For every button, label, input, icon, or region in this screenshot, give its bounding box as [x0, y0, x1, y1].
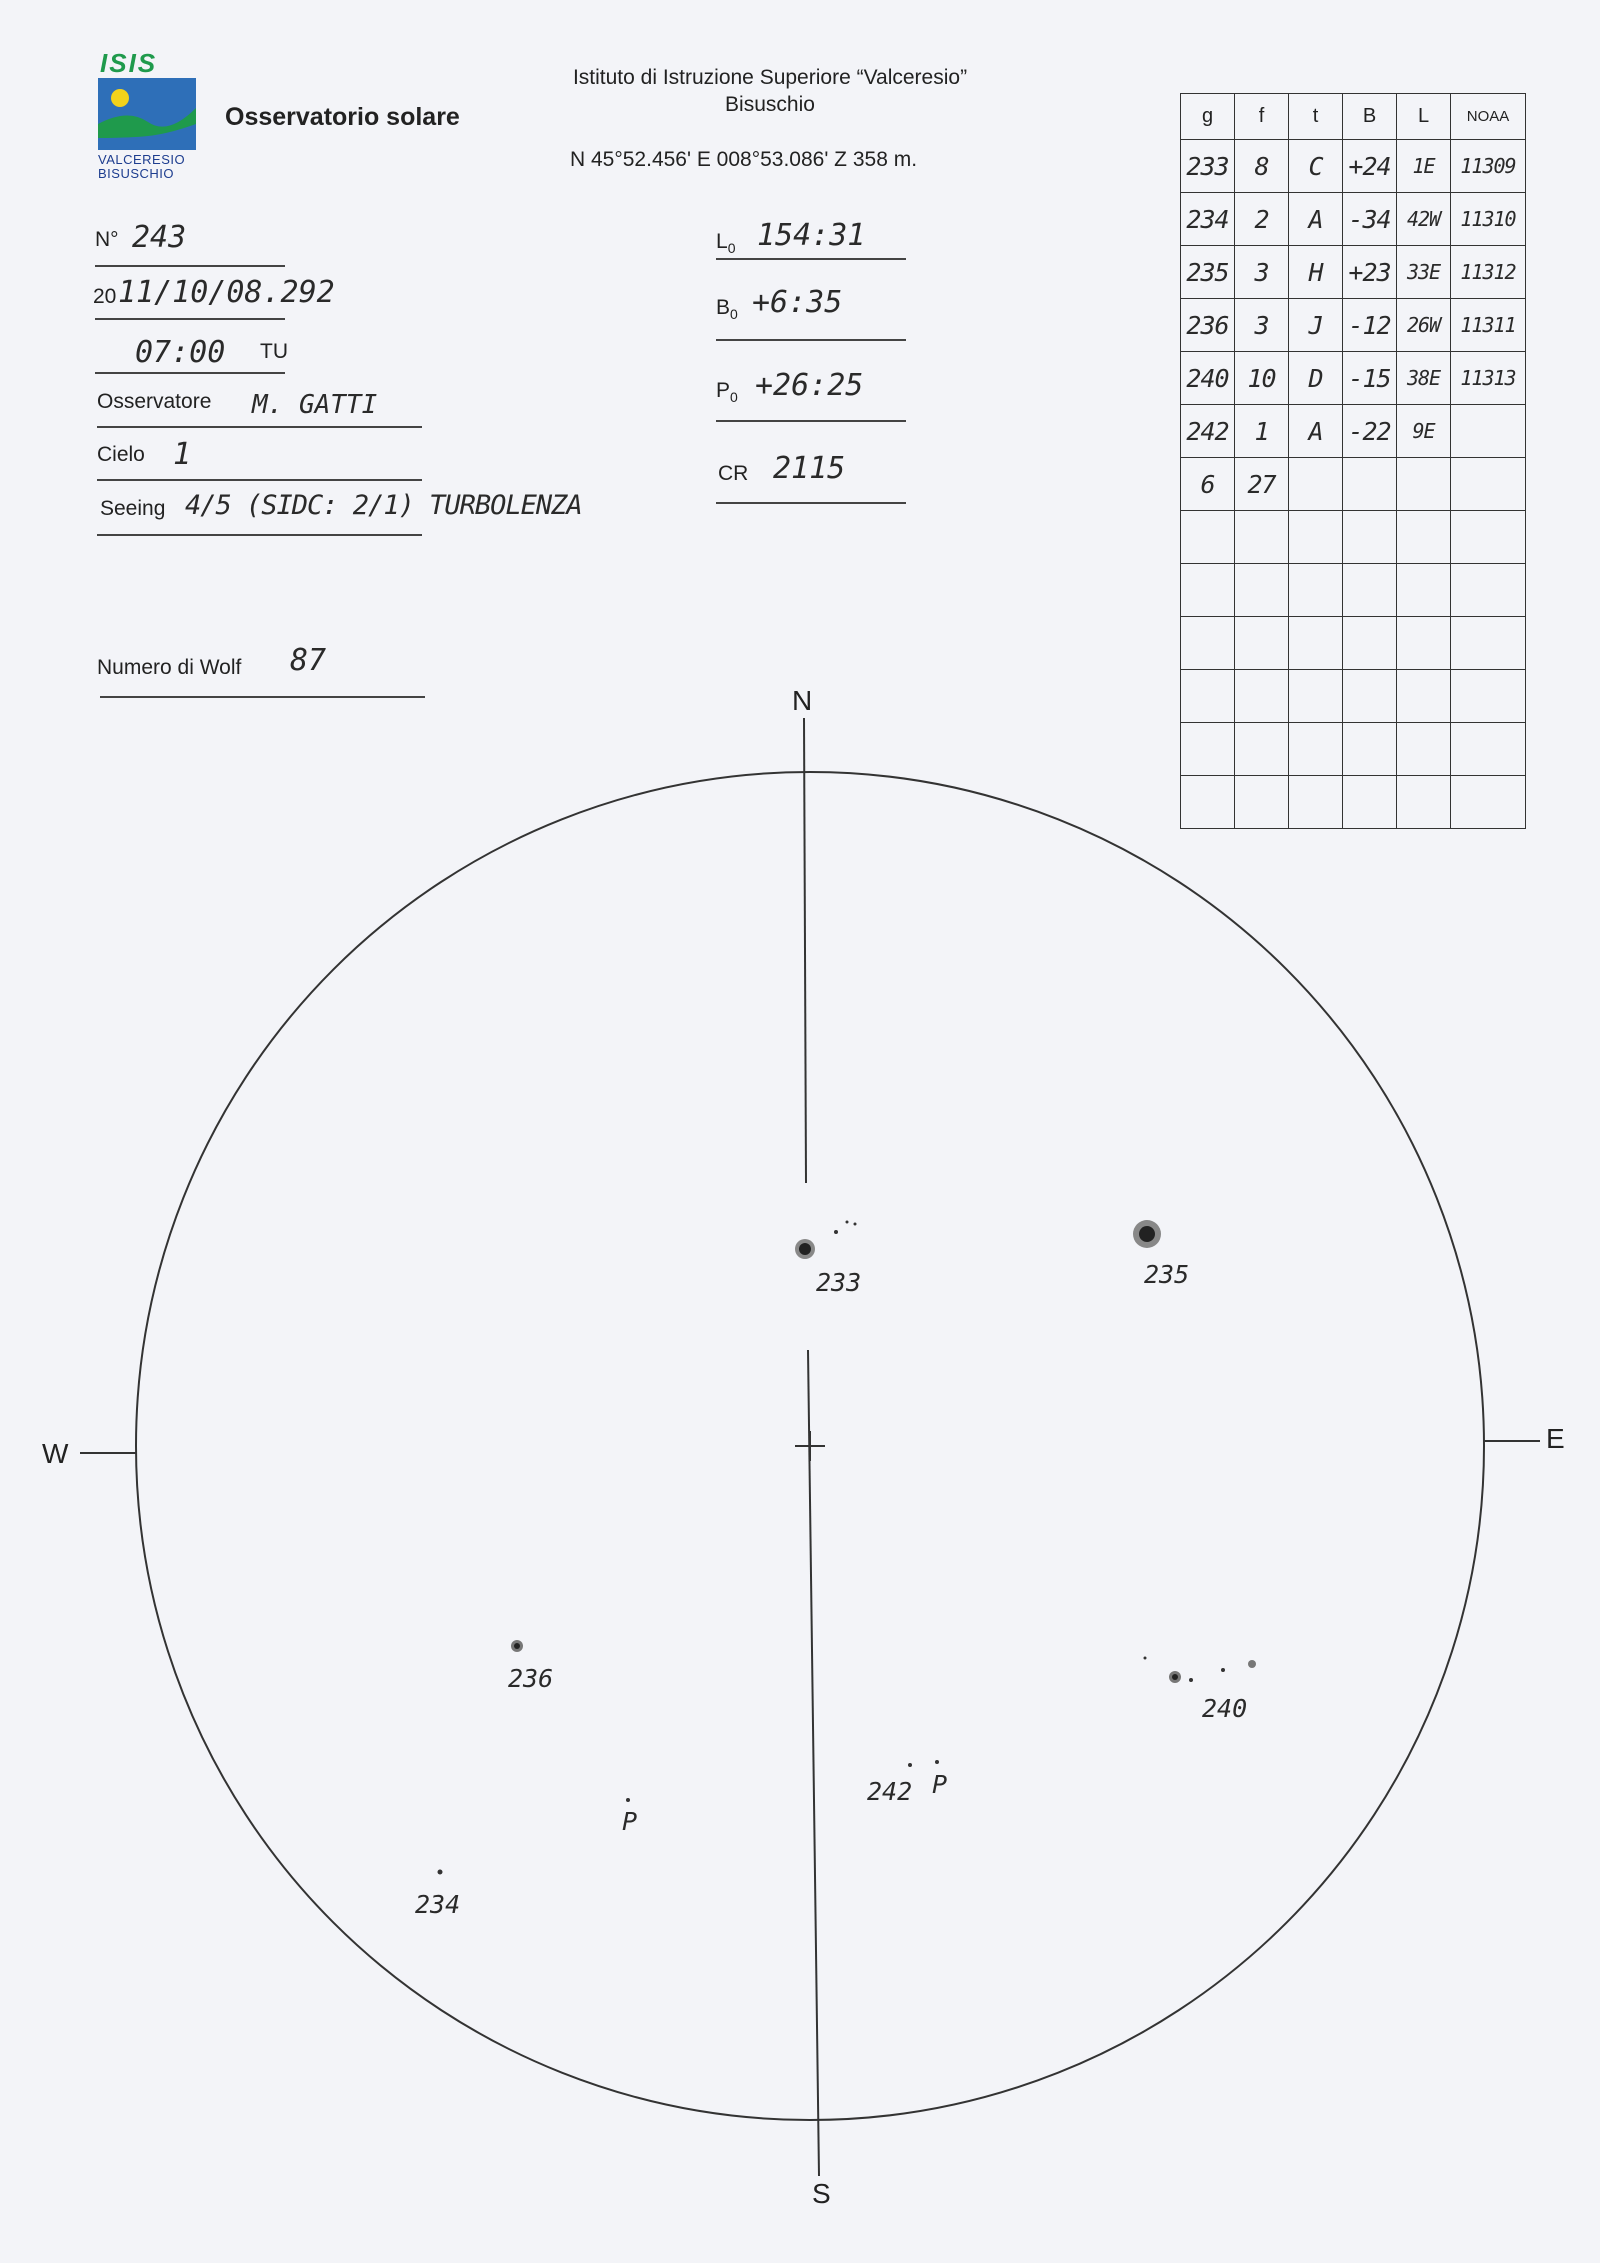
observer-underline — [97, 426, 422, 428]
institute-name: Istituto di Istruzione Superiore “Valceresio” — [572, 66, 968, 89]
cell-noaa — [1451, 776, 1526, 829]
spot-235-penumbra — [1133, 1220, 1161, 1248]
cell-t: A — [1289, 405, 1343, 458]
spot-233-penumbra — [795, 1239, 815, 1259]
cell-b — [1343, 617, 1397, 670]
cell-f — [1235, 670, 1289, 723]
cell-noaa — [1451, 564, 1526, 617]
spot-240-leader-umbra — [1172, 1674, 1178, 1680]
table-row — [1181, 564, 1526, 617]
group-label-p-242: P — [932, 1770, 948, 1799]
seeing-underline — [97, 534, 422, 536]
cr-value: 2115 — [773, 451, 846, 486]
cell-b: -15 — [1343, 352, 1397, 405]
cell-l — [1397, 723, 1451, 776]
logo-wordmark: ISIS — [100, 48, 158, 78]
group-label-242: 242 — [867, 1777, 913, 1806]
cell-noaa — [1451, 670, 1526, 723]
number-value: 243 — [132, 220, 187, 255]
cell-f — [1235, 723, 1289, 776]
date-prefix: 20 — [93, 285, 117, 308]
cell-noaa: 11313 — [1451, 352, 1526, 405]
solar-disk-outline — [136, 772, 1484, 2120]
cell-l: 33E — [1397, 246, 1451, 299]
cell-l — [1397, 458, 1451, 511]
header-b: B — [1343, 94, 1397, 140]
l0-subscript: 0 — [727, 240, 736, 257]
school-logo-icon — [98, 78, 196, 150]
cell-b — [1343, 723, 1397, 776]
spot-242 — [935, 1760, 939, 1764]
cell-noaa: 11310 — [1451, 193, 1526, 246]
cell-l: 1E — [1397, 140, 1451, 193]
cell-f: 3 — [1235, 299, 1289, 352]
table-row — [1181, 670, 1526, 723]
b0-underline — [716, 339, 906, 341]
cell-f: 8 — [1235, 140, 1289, 193]
b0-label — [716, 296, 738, 322]
cell-b: +24 — [1343, 140, 1397, 193]
cell-g — [1181, 511, 1235, 564]
cell-f: 2 — [1235, 193, 1289, 246]
table-row — [1181, 299, 1526, 352]
table-row — [1181, 617, 1526, 670]
p0-label — [716, 379, 738, 405]
cell-noaa — [1451, 405, 1526, 458]
cell-g: 240 — [1181, 352, 1235, 405]
header-f: f — [1235, 94, 1289, 140]
north-label: N — [792, 685, 813, 716]
spot-242 — [908, 1763, 912, 1767]
logo-caption-bisuschio: BISUSCHIO — [98, 166, 175, 181]
page-title: Osservatorio solare — [225, 103, 460, 131]
cell-b: +23 — [1343, 246, 1397, 299]
cell-t — [1289, 776, 1343, 829]
header-g: g — [1181, 94, 1235, 140]
table-row — [1181, 458, 1526, 511]
cell-b — [1343, 458, 1397, 511]
logo-caption-valceresio: VALCERESIO — [98, 152, 186, 167]
table-row — [1181, 140, 1526, 193]
cell-t — [1289, 511, 1343, 564]
spot-236-penumbra — [511, 1640, 523, 1652]
header-noaa: NOAA — [1451, 94, 1526, 140]
observer-value: M. GATTI — [252, 390, 378, 420]
sky-label: Cielo — [97, 443, 145, 466]
cell-b: -34 — [1343, 193, 1397, 246]
cell-g: 233 — [1181, 140, 1235, 193]
group-label-235: 235 — [1144, 1260, 1190, 1289]
table-row — [1181, 352, 1526, 405]
cell-l: 38E — [1397, 352, 1451, 405]
b0-subscript: 0 — [730, 306, 738, 323]
header-l: L — [1397, 94, 1451, 140]
date-underline — [95, 318, 285, 320]
cell-b — [1343, 564, 1397, 617]
table-row — [1181, 246, 1526, 299]
b0-letter: B — [716, 296, 731, 319]
cell-noaa — [1451, 617, 1526, 670]
north-axis — [804, 718, 806, 1183]
spot-233-small — [834, 1230, 838, 1234]
b0-value: +6:35 — [752, 285, 843, 320]
cell-l: 9E — [1397, 405, 1451, 458]
cell-noaa — [1451, 458, 1526, 511]
wolf-number-label: Numero di Wolf — [97, 656, 242, 679]
spot-p — [626, 1798, 630, 1802]
spot-240-leader — [1169, 1671, 1181, 1683]
spot-235-umbra — [1139, 1226, 1155, 1242]
p0-subscript: 0 — [730, 389, 738, 406]
cr-underline — [716, 502, 906, 504]
time-unit: TU — [260, 340, 288, 363]
institute-town: Bisuschio — [725, 93, 815, 116]
group-label-234: 234 — [415, 1890, 461, 1919]
time-value: 07:00 — [135, 335, 226, 370]
table-row — [1181, 723, 1526, 776]
cell-noaa: 11312 — [1451, 246, 1526, 299]
cell-l — [1397, 670, 1451, 723]
south-axis — [808, 1350, 819, 2176]
spot-240-small — [1189, 1678, 1193, 1682]
cell-g — [1181, 776, 1235, 829]
cell-t: C — [1289, 140, 1343, 193]
west-label: W — [42, 1438, 69, 1469]
cell-noaa: 11309 — [1451, 140, 1526, 193]
number-underline — [95, 265, 285, 267]
cell-l — [1397, 776, 1451, 829]
cell-t — [1289, 458, 1343, 511]
group-label-p: P — [622, 1807, 638, 1836]
spot-236-umbra — [514, 1643, 520, 1649]
spot-233-umbra — [799, 1243, 811, 1255]
cell-g — [1181, 564, 1235, 617]
l0-value: 154:31 — [757, 218, 866, 253]
cell-f — [1235, 617, 1289, 670]
date-value: 11/10/08.292 — [118, 275, 335, 310]
east-label: E — [1546, 1423, 1565, 1454]
spot-233-small — [854, 1223, 857, 1226]
wolf-number-value: 87 — [290, 643, 327, 678]
group-label-233: 233 — [816, 1268, 862, 1297]
seeing-label: Seeing — [100, 497, 166, 520]
observer-label: Osservatore — [97, 390, 212, 413]
table-row — [1181, 511, 1526, 564]
p0-underline — [716, 420, 906, 422]
cell-b: -12 — [1343, 299, 1397, 352]
cell-t: J — [1289, 299, 1343, 352]
cell-f: 3 — [1235, 246, 1289, 299]
table-row — [1181, 776, 1526, 829]
sky-underline — [97, 479, 422, 481]
p0-letter: P — [716, 379, 731, 402]
cell-l: 26W — [1397, 299, 1451, 352]
seeing-value: 4/5 (SIDC: 2/1) TURBOLENZA — [185, 490, 582, 521]
cell-g — [1181, 723, 1235, 776]
cr-label: CR — [718, 462, 749, 485]
cell-g — [1181, 617, 1235, 670]
cell-t: H — [1289, 246, 1343, 299]
sky-value: 1 — [173, 437, 192, 472]
cell-t: D — [1289, 352, 1343, 405]
cell-t — [1289, 723, 1343, 776]
time-underline — [95, 372, 285, 374]
cell-t — [1289, 617, 1343, 670]
table-header-row — [1181, 94, 1526, 140]
cell-b — [1343, 776, 1397, 829]
l0-underline — [716, 258, 906, 260]
cell-l — [1397, 511, 1451, 564]
cell-t — [1289, 670, 1343, 723]
south-label: S — [812, 2178, 831, 2209]
cell-g: 6 — [1181, 458, 1235, 511]
spot-233-small — [846, 1221, 849, 1224]
cell-noaa — [1451, 511, 1526, 564]
cell-b — [1343, 511, 1397, 564]
cell-f — [1235, 564, 1289, 617]
cell-b: -22 — [1343, 405, 1397, 458]
spot-240-small — [1144, 1657, 1147, 1660]
cell-l — [1397, 617, 1451, 670]
cell-l: 42W — [1397, 193, 1451, 246]
l0-letter: L — [716, 230, 728, 253]
spot-234 — [438, 1870, 443, 1875]
spot-240-follower — [1248, 1660, 1256, 1668]
table-row — [1181, 405, 1526, 458]
table-row — [1181, 193, 1526, 246]
cell-t — [1289, 564, 1343, 617]
cell-f: 10 — [1235, 352, 1289, 405]
cell-f — [1235, 776, 1289, 829]
cell-g: 235 — [1181, 246, 1235, 299]
group-label-236: 236 — [508, 1664, 554, 1693]
cell-t: A — [1289, 193, 1343, 246]
cell-noaa — [1451, 723, 1526, 776]
wolf-underline — [100, 696, 425, 698]
cell-g: 242 — [1181, 405, 1235, 458]
cell-noaa: 11311 — [1451, 299, 1526, 352]
sunspot-group-table — [1180, 93, 1526, 829]
cell-f: 27 — [1235, 458, 1289, 511]
cell-g: 236 — [1181, 299, 1235, 352]
group-label-240: 240 — [1202, 1694, 1248, 1723]
p0-value: +26:25 — [755, 368, 864, 403]
cell-l — [1397, 564, 1451, 617]
cell-g: 234 — [1181, 193, 1235, 246]
cell-f: 1 — [1235, 405, 1289, 458]
cell-g — [1181, 670, 1235, 723]
header-t: t — [1289, 94, 1343, 140]
spot-240-small — [1221, 1668, 1225, 1672]
number-label: N° — [95, 228, 119, 251]
observatory-coordinates: N 45°52.456' E 008°53.086' Z 358 m. — [570, 148, 918, 171]
cell-f — [1235, 511, 1289, 564]
l0-label — [716, 230, 735, 256]
cell-b — [1343, 670, 1397, 723]
